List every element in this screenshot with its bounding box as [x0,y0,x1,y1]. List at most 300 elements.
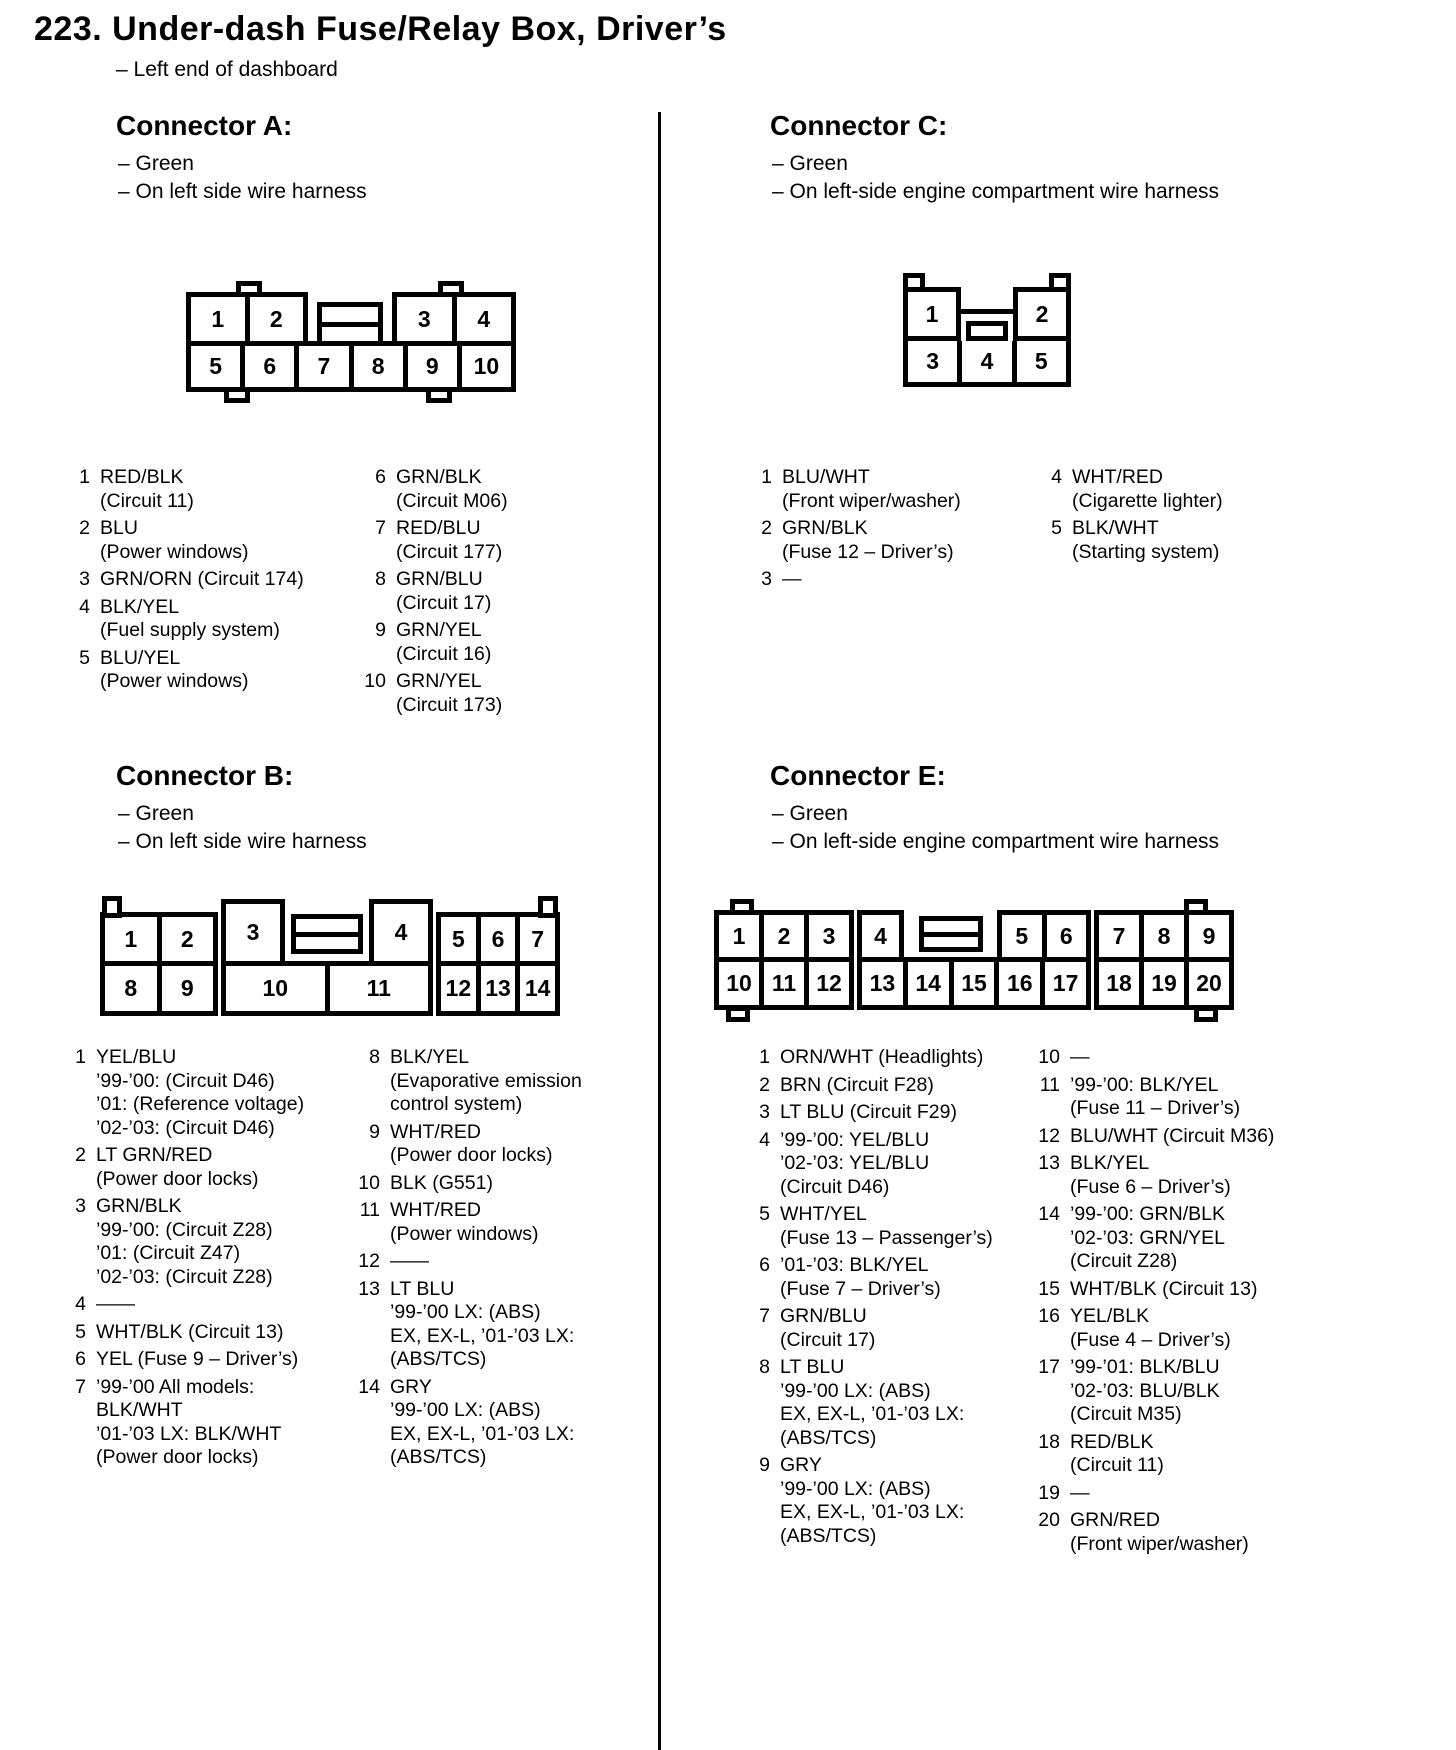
pin-number: 2 [75,1144,86,1166]
pin-cell: 3 [392,292,457,346]
column-divider [658,112,661,1750]
pin-entry [60,596,360,643]
pin-line: ’02-’03: (Circuit Z28) [96,1265,273,1288]
pin-cell: 8 [1139,910,1189,962]
pin-description [390,1121,553,1168]
pin-line: GRN/BLK [782,517,868,539]
pin-number: 10 [358,1171,380,1194]
connector-tab [1184,899,1208,915]
pin-line: GRN/RED [1070,1509,1160,1531]
pin-entry [742,568,1032,592]
pin-line: ’02-’03: YEL/BLU [780,1152,930,1174]
pin-number: 1 [75,1046,86,1068]
connector-e-diagram [714,896,1234,1020]
pin-entry [742,466,1032,513]
pin-entry [60,568,360,592]
pin-line: ’02-’03: GRN/YEL [1070,1226,1225,1249]
connector-latch [317,302,383,346]
pin-cell: 2 [245,292,309,346]
pin-number: 13 [1038,1152,1060,1174]
pin-description [96,1046,304,1140]
pin-entry [60,517,360,564]
pin-description [96,1293,135,1317]
pin-line: GRN/BLU [780,1305,867,1327]
pin-cell: 1 [186,292,250,346]
pin-number: 4 [1051,466,1062,488]
pin-number: 18 [1038,1430,1060,1453]
pin-description [100,466,194,513]
pin-line: YEL/BLU [96,1046,177,1068]
pin-cell: 1 [903,287,961,341]
pin-description [396,568,491,615]
pin-number: 12 [1038,1124,1060,1147]
pin-cell: 2 [157,912,219,966]
pin-number: 16 [1038,1305,1060,1327]
connector-latch-area [956,309,1018,341]
pin-line: —— [390,1250,429,1272]
pin-cell: 16 [994,957,1045,1010]
pin-line: ’99-’00 LX: (ABS) [390,1399,541,1421]
pin-entry [740,1129,1030,1200]
pin-line: — [782,568,802,590]
pin-line: GRY [780,1454,822,1476]
connector-e-notes [772,800,1219,856]
pin-line: (Power windows) [390,1222,539,1245]
pin-cell: 5 [436,912,481,966]
pin-entry [1030,1074,1350,1121]
pin-line: —— [96,1293,135,1315]
pin-entry [356,670,656,717]
pin-cell: 3 [903,336,962,387]
pin-line: EX, EX-L, ’01-’03 LX: [780,1403,965,1425]
pin-number: 14 [358,1375,380,1398]
pin-cell: 9 [157,961,219,1016]
pin-description [780,1046,983,1070]
pin-cell: 9 [1184,910,1234,962]
pin-line: (ABS/TCS) [390,1348,487,1370]
pin-line: LT BLU [780,1356,845,1378]
connector-b-notes [118,800,367,856]
pin-line: WHT/YEL [780,1203,867,1225]
pin-line: BLK/WHT [96,1399,183,1421]
pin-cell: 6 [476,912,521,966]
pin-number: 8 [375,568,386,590]
pin-number: 14 [1038,1203,1060,1225]
connector-b-pins-right [350,1046,660,1474]
pin-number: 6 [759,1254,770,1276]
pin-description [780,1101,957,1125]
pin-entry [740,1101,1030,1125]
pin-cell: 13 [476,961,521,1016]
pin-line: LT BLU (Circuit F29) [780,1101,957,1123]
pin-number: 5 [79,646,90,669]
pin-entry [1030,1046,1350,1070]
pin-line: WHT/RED [390,1120,481,1143]
pin-line: (Front wiper/washer) [782,489,961,512]
pin-cell: 13 [857,957,908,1010]
page-subtitle: – Left end of dashboard [116,58,338,81]
pin-line: ’01-’03: BLK/YEL [780,1254,929,1276]
pin-number: 15 [1038,1277,1060,1300]
pin-line: control system) [390,1093,523,1115]
pin-line: — [1070,1046,1090,1068]
pin-description [782,517,954,564]
pin-line: (Circuit 11) [1070,1454,1164,1476]
connector-c-note: – On left-side engine compartment wire harness [772,180,1220,203]
pin-line: (Power door locks) [390,1144,553,1166]
pin-description [1070,1203,1225,1274]
pin-line: (Power door locks) [96,1167,259,1190]
pin-number: 8 [369,1046,380,1068]
pin-number: 10 [364,670,386,692]
pin-line: BLK (G551) [390,1171,493,1194]
pin-line: (Circuit 16) [396,642,492,665]
pin-entry [1030,1356,1350,1427]
pin-description [1070,1431,1164,1478]
pin-line: BLU/YEL [100,646,181,669]
pin-number: 5 [759,1203,770,1225]
pin-entry [350,1376,660,1470]
pin-cell: 4 [369,899,433,966]
pin-entry [740,1254,1030,1301]
pin-line: LT BLU [390,1277,455,1300]
pin-line: (Fuel supply system) [100,619,280,641]
pin-description [782,568,802,592]
pin-line: ’99-’01: BLK/BLU [1070,1356,1220,1378]
pin-number: 9 [375,619,386,641]
pin-entry [740,1074,1030,1098]
pin-entry [1030,1152,1350,1199]
pin-entry [350,1278,660,1372]
connector-latch [291,914,363,954]
pin-description [1070,1356,1220,1427]
pin-description [100,596,280,643]
pin-line: ’99-’00: (Circuit D46) [96,1069,275,1092]
pin-description [780,1454,964,1548]
pin-description [1072,466,1223,513]
connector-a-note: – On left side wire harness [118,180,367,203]
pin-cell: 12 [436,961,481,1016]
pin-line: (Circuit 173) [396,693,503,716]
pin-cell: 5 [186,341,245,392]
connector-e-pins-left [740,1046,1030,1552]
connector-c-title: Connector C: [770,110,948,141]
pin-description [780,1254,941,1301]
pin-line: ’01: (Circuit Z47) [96,1242,241,1264]
pin-description [390,1376,574,1470]
pin-line: WHT/RED [1072,466,1163,488]
pin-cell: 7 [515,912,560,966]
pin-cell: 3 [221,899,285,966]
pin-description [96,1144,259,1191]
pin-description [1070,1152,1231,1199]
pin-description [96,1321,283,1345]
pin-entry [60,466,360,513]
connector-latch [966,321,1008,341]
pin-line: (Starting system) [1072,540,1220,563]
pin-description [390,1250,429,1274]
pin-line: (Fuse 4 – Driver’s) [1070,1328,1231,1351]
pin-number: 11 [1039,1073,1060,1096]
pin-cell: 10 [221,961,330,1016]
pin-number: 4 [759,1128,770,1151]
pin-line: ’99-’00: BLK/YEL [1070,1073,1219,1096]
pin-description [96,1195,273,1289]
pin-entry [742,517,1032,564]
pin-line: (Fuse 6 – Driver’s) [1070,1175,1231,1198]
pin-line: ’99-’00: GRN/BLK [1070,1203,1225,1225]
pin-line: ’01-’03 LX: BLK/WHT [96,1422,282,1445]
connector-c-notes [772,150,1219,206]
connector-a-note: – Green [118,152,194,175]
pin-line: (Fuse 12 – Driver’s) [782,540,954,563]
connector-c-note: – Green [772,152,848,175]
connector-b-pins-left [56,1046,356,1474]
pin-description [390,1046,582,1117]
pin-line: (ABS/TCS) [780,1524,877,1547]
pin-number: 3 [761,568,772,590]
pin-number: 13 [358,1277,380,1300]
pin-description [780,1129,929,1200]
pin-cell: 19 [1139,957,1189,1010]
pin-line: EX, EX-L, ’01-’03 LX: [390,1422,575,1445]
pin-entry [740,1203,1030,1250]
pin-cell: 17 [1040,957,1091,1010]
pin-description [1072,517,1219,564]
pin-description [390,1172,493,1196]
pin-line: YEL (Fuse 9 – Driver’s) [96,1348,299,1370]
pin-entry [1030,1482,1350,1506]
pin-entry [1030,1509,1350,1556]
pin-number: 5 [75,1320,86,1343]
pin-number: 1 [79,466,90,488]
pin-cell: 14 [515,961,560,1016]
pin-cell: 1 [714,910,764,962]
pin-cell: 6 [1042,910,1092,962]
pin-entry [356,517,656,564]
pin-description [96,1348,298,1372]
connector-a-pins-right [356,466,656,721]
connector-e-title: Connector E: [770,760,946,791]
connector-tab [726,1006,750,1022]
pin-number: 20 [1038,1509,1060,1531]
pin-entry [56,1046,356,1140]
pin-entry [740,1356,1030,1450]
pin-description [396,619,491,666]
connector-b-title: Connector B: [116,760,294,791]
pin-line: BLK/YEL [100,595,180,618]
pin-cell: 3 [804,910,854,962]
pin-line: BLK/YEL [390,1046,470,1068]
pin-line: BRN (Circuit F28) [780,1073,934,1096]
pin-description [780,1356,964,1450]
pin-line: (Circuit M06) [396,489,508,512]
pin-entry [740,1454,1030,1548]
pin-line: ’99-’00 All models: [96,1375,255,1398]
pin-entry [350,1046,660,1117]
pin-entry [1030,1278,1350,1302]
connector-tab [538,896,558,918]
pin-line: WHT/RED [390,1199,481,1221]
pin-number: 7 [75,1375,86,1398]
connector-b-note: – On left side wire harness [118,830,367,853]
pin-cell: 15 [949,957,1000,1010]
pin-line: (Circuit Z28) [1070,1250,1178,1272]
pin-description [1070,1074,1240,1121]
connector-tab [224,387,250,403]
pin-entry [1032,517,1342,564]
pin-number: 1 [759,1046,770,1068]
pin-line: (Power windows) [100,540,249,563]
pin-line: GRN/YEL [396,619,482,641]
pin-line: (Circuit 177) [396,540,503,563]
pin-line: (Circuit M35) [1070,1403,1182,1425]
pin-number: 5 [1051,517,1062,539]
pin-description [396,670,502,717]
pin-line: ’02-’03: BLU/BLK [1070,1379,1220,1402]
pin-description [1070,1509,1249,1556]
connector-tab [730,899,754,915]
pin-cell: 11 [759,957,809,1010]
connector-a-notes [118,150,367,206]
pin-entry [350,1250,660,1274]
pin-line: (Fuse 11 – Driver’s) [1070,1097,1241,1119]
pin-number: 2 [761,517,772,539]
pin-line: ’99-’00 LX: (ABS) [780,1477,931,1500]
connector-c-pins-left [742,466,1032,596]
connector-tab [102,896,122,918]
pin-cell: 4 [857,910,904,962]
pin-line: RED/BLK [1070,1430,1154,1453]
pin-line: (Power door locks) [96,1446,259,1468]
pin-cell: 10 [714,957,764,1010]
pin-number: 6 [75,1348,86,1370]
pin-cell: 20 [1184,957,1234,1010]
connector-a-title: Connector A: [116,110,293,141]
pin-description [1070,1278,1257,1302]
pin-line: YEL/BLK [1070,1305,1150,1327]
pin-line: (Circuit D46) [780,1175,890,1198]
pin-line: (ABS/TCS) [390,1446,487,1468]
pin-line: BLU/WHT (Circuit M36) [1070,1124,1275,1147]
pin-cell: 1 [100,912,162,966]
pin-line: (Power windows) [100,670,249,692]
pin-line: ORN/WHT (Headlights) [780,1046,984,1068]
pin-cell: 2 [1013,287,1071,341]
connector-e-note: – On left-side engine compartment wire harness [772,830,1220,853]
connector-latch [919,916,983,952]
pin-line: BLU [100,517,138,539]
pin-cell: 5 [1012,336,1071,387]
pin-number: 3 [79,568,90,590]
pin-line: (Fuse 13 – Passenger’s) [780,1226,993,1249]
connector-a-diagram [186,292,516,392]
pin-line: GRN/ORN (Circuit 174) [100,568,304,590]
pin-line: BLU/WHT [782,466,870,488]
pin-line: RED/BLU [396,517,481,539]
pin-cell: 18 [1094,957,1144,1010]
pin-line: WHT/BLK (Circuit 13) [1070,1277,1258,1300]
pin-number: 8 [759,1356,770,1378]
pin-cell: 12 [804,957,854,1010]
pin-line: (ABS/TCS) [780,1426,877,1449]
pin-entry [1030,1431,1350,1478]
pin-entry [56,1195,356,1289]
pin-description [100,647,248,694]
pin-cell: 10 [457,341,516,392]
pin-entry [356,466,656,513]
pin-entry [60,647,360,694]
pin-number: 17 [1038,1356,1060,1378]
pin-line: GRN/BLK [396,466,482,488]
pin-number: 4 [79,595,90,618]
pin-number: 7 [759,1305,770,1327]
pin-cell: 6 [240,341,299,392]
pin-line: GRY [390,1375,432,1398]
pin-entry [350,1199,660,1246]
page-title: 223. Under-dash Fuse/Relay Box, Driver’s [34,10,727,48]
pin-cell: 11 [325,961,434,1016]
pin-cell: 5 [997,910,1047,962]
pin-line: ’99-’00 LX: (ABS) [390,1301,541,1323]
pin-description [1070,1125,1274,1149]
pin-entry [1032,466,1342,513]
pin-line: GRN/YEL [396,670,482,692]
pin-description [396,517,502,564]
pin-number: 12 [358,1250,380,1272]
pin-description [780,1305,875,1352]
pin-entry [1030,1305,1350,1352]
pin-line: EX, EX-L, ’01-’03 LX: [780,1501,965,1523]
pin-cell: 2 [759,910,809,962]
pin-line: LT GRN/RED [96,1144,213,1166]
pin-number: 1 [761,466,772,488]
pin-entry [740,1305,1030,1352]
pin-line: (Fuse 7 – Driver’s) [780,1277,941,1300]
pin-cell: 4 [452,292,517,346]
pin-cell: 9 [403,341,462,392]
pin-line: GRN/BLK [96,1195,182,1217]
pin-line: BLK/YEL [1070,1152,1150,1174]
pin-description [1070,1046,1090,1070]
pin-number: 11 [359,1199,380,1221]
pin-description [1070,1482,1090,1506]
pin-description [780,1074,934,1098]
pin-line: WHT/BLK (Circuit 13) [96,1320,284,1343]
pin-entry [56,1321,356,1345]
pin-line: (Cigarette lighter) [1072,489,1223,512]
pin-line: EX, EX-L, ’01-’03 LX: [390,1324,575,1347]
connector-c-diagram [903,287,1071,387]
pin-number: 4 [75,1293,86,1315]
pin-description [96,1376,281,1470]
pin-entry [356,619,656,666]
pin-line: RED/BLK [100,466,184,488]
pin-entry [350,1172,660,1196]
connector-tab [426,387,452,403]
pin-line: (Circuit 17) [780,1328,876,1351]
connector-tab [1194,1006,1218,1022]
pin-cell: 4 [957,336,1016,387]
pin-line: — [1070,1481,1090,1504]
pin-number: 10 [1038,1046,1060,1068]
pin-line: (Circuit 17) [396,591,492,614]
connector-e-note: – Green [772,802,848,825]
pin-description [100,517,248,564]
pin-entry [56,1293,356,1317]
pin-line: ’99-’00 LX: (ABS) [780,1379,931,1402]
pin-entry [350,1121,660,1168]
